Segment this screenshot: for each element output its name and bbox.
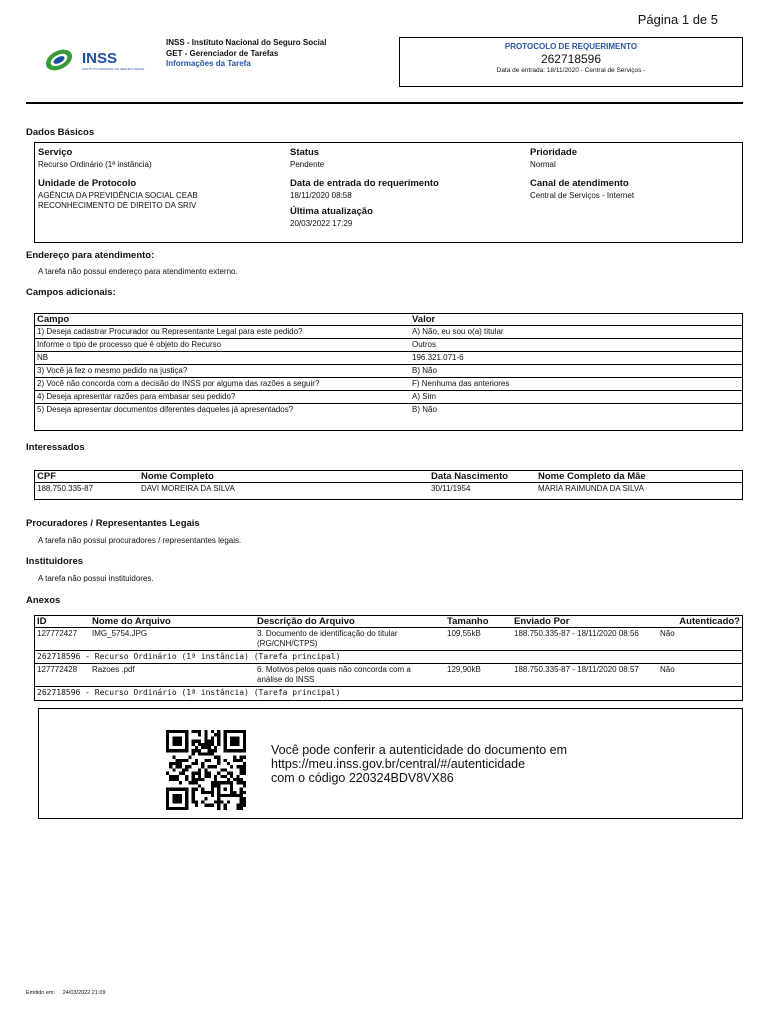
data-entrada-value: 18/11/2020 08:58 bbox=[290, 191, 352, 200]
table-row bbox=[35, 404, 742, 417]
campo-cell: 4) Deseja apresentar razões para embasar seu pedido? bbox=[35, 391, 410, 404]
valor-cell: A) Sim bbox=[410, 391, 742, 404]
unidade-value-line2: RECONHECIMENTO DE DIREITO DA SRIV bbox=[38, 201, 197, 210]
valor-cell: F) Nenhuma das anteriores bbox=[410, 378, 742, 391]
interessados-header-cpf: CPF bbox=[37, 471, 56, 482]
cpf-cell: 188.750.335-87 bbox=[35, 483, 139, 496]
interessados-header-mae: Nome Completo da Mãe bbox=[538, 471, 646, 482]
table-row bbox=[35, 378, 742, 391]
table-row bbox=[35, 326, 742, 339]
servico-label: Serviço bbox=[38, 147, 73, 158]
section-title-endereco: Endereço para atendimento: bbox=[26, 250, 155, 261]
campo-cell: NB bbox=[35, 352, 410, 365]
status-value: Pendente bbox=[290, 160, 325, 169]
authenticity-url[interactable]: https://meu.inss.gov.br/central/#/autenticidade bbox=[271, 757, 526, 771]
anexos-header-descricao: Descrição do Arquivo bbox=[257, 616, 355, 627]
section-title-procuradores: Procuradores / Representantes Legais bbox=[26, 518, 200, 529]
table-row bbox=[35, 651, 742, 664]
unidade-label: Unidade de Protocolo bbox=[38, 178, 137, 189]
anexos-table-box bbox=[34, 615, 743, 701]
qr-code-icon[interactable] bbox=[166, 730, 246, 810]
endereco-note: A tarefa não possui endereço para atendimento externo. bbox=[38, 267, 238, 276]
interessados-table-box bbox=[34, 470, 743, 500]
canal-label: Canal de atendimento bbox=[530, 178, 629, 189]
protocol-title: PROTOCOLO DE REQUERIMENTO bbox=[504, 42, 638, 51]
anexos-header-autenticado: Autenticado? bbox=[679, 616, 740, 627]
anexos-header-enviado: Enviado Por bbox=[514, 616, 570, 627]
prioridade-value: Normal bbox=[530, 160, 556, 169]
system-name: GET - Gerenciador de Tarefas bbox=[166, 48, 279, 58]
anexo-desc-line1: 6. Motivos pelos quais não concorda com a bbox=[257, 665, 411, 674]
inss-logo bbox=[42, 43, 162, 77]
page-number: Página 1 de 5 bbox=[637, 12, 718, 27]
table-row bbox=[35, 391, 742, 404]
interessados-header-nascimento: Data Nascimento bbox=[431, 471, 509, 482]
anexo-size-cell: 129,90kB bbox=[445, 664, 512, 687]
protocol-box bbox=[399, 37, 743, 87]
anexo-file-link[interactable]: Razoes .pdf bbox=[90, 664, 255, 687]
prioridade-label: Prioridade bbox=[530, 147, 577, 158]
section-title-anexos: Anexos bbox=[26, 595, 61, 606]
anexo-task-cell: 262718596 - Recurso Ordinário (1ª instância) (Tarefa principal) bbox=[35, 651, 742, 664]
protocol-number: 262718596 bbox=[540, 52, 602, 66]
org-info bbox=[166, 38, 326, 70]
interessados-table bbox=[35, 471, 742, 495]
anexo-sent-cell: 188.750.335-87 - 18/11/2020 08:56 bbox=[512, 628, 658, 651]
section-title-campos: Campos adicionais: bbox=[26, 287, 116, 298]
campo-cell: 3) Você já fez o mesmo pedido na justiça? bbox=[35, 365, 410, 378]
valor-cell: B) Não bbox=[410, 404, 742, 417]
org-name: INSS - Instituto Nacional do Seguro Social bbox=[166, 38, 327, 47]
anexos-header-nome: Nome do Arquivo bbox=[92, 616, 171, 627]
emitted-footer bbox=[26, 990, 106, 996]
anexo-id-cell: 127772427 bbox=[35, 628, 90, 651]
section-title-interessados: Interessados bbox=[26, 442, 85, 453]
valor-cell: 196.321.071-6 bbox=[410, 352, 742, 365]
section-title-dados-basicos: Dados Básicos bbox=[26, 127, 95, 138]
interessados-header-nome: Nome Completo bbox=[141, 471, 214, 482]
campos-header-campo: Campo bbox=[37, 314, 70, 325]
instituidores-note: A tarefa não possui instituidores. bbox=[38, 574, 154, 583]
svg-text:INSS: INSS bbox=[82, 50, 118, 67]
anexos-table bbox=[35, 616, 742, 699]
svg-text:INSTITUTO NACIONAL DO SEGURO S: INSTITUTO NACIONAL DO SEGURO SOCIAL bbox=[82, 67, 145, 71]
anexo-desc-line2: (RG/CNH/CTPS) bbox=[257, 639, 318, 648]
nascimento-cell: 30/11/1954 bbox=[429, 483, 536, 496]
table-row bbox=[35, 365, 742, 378]
canal-value: Central de Serviços - Internet bbox=[530, 191, 635, 200]
nome-cell: DAVI MOREIRA DA SILVA bbox=[139, 483, 429, 496]
section-title-instituidores: Instituidores bbox=[26, 556, 84, 567]
anexo-id-cell: 127772428 bbox=[35, 664, 90, 687]
anexo-sent-cell: 188.750.335-87 - 18/11/2020 08:57 bbox=[512, 664, 658, 687]
unidade-value-line1: AGÊNCIA DA PREVIDÊNCIA SOCIAL CEAB bbox=[38, 191, 198, 200]
inss-logo-icon bbox=[42, 43, 162, 77]
ultima-atualizacao-label: Última atualização bbox=[290, 206, 373, 217]
doc-type: Informações da Tarefa bbox=[166, 59, 251, 68]
anexos-header-tamanho: Tamanho bbox=[447, 616, 489, 627]
valor-cell: Outros bbox=[410, 339, 742, 352]
anexo-desc-line2: análise do INSS bbox=[257, 675, 315, 684]
unidade-value bbox=[38, 191, 198, 211]
emitted-value: 24/03/2022 21:09 bbox=[62, 990, 106, 996]
ultima-atualizacao-value: 20/03/2022 17:29 bbox=[290, 219, 353, 228]
table-row bbox=[35, 339, 742, 352]
data-entrada-label: Data de entrada do requerimento bbox=[290, 178, 439, 189]
table-row bbox=[35, 664, 742, 687]
anexo-desc-line1: 3. Documento de identificação do titular bbox=[257, 629, 398, 638]
qr-code-graphic bbox=[166, 730, 246, 810]
status-label: Status bbox=[290, 147, 320, 158]
mae-cell: MARIA RAIMUNDA DA SILVA bbox=[536, 483, 742, 496]
campo-cell: 5) Deseja apresentar documentos diferentes daqueles já apresentados? bbox=[35, 404, 410, 417]
campos-table bbox=[35, 314, 742, 416]
table-row bbox=[35, 687, 742, 700]
dados-basicos-box bbox=[34, 142, 743, 243]
anexo-desc-cell bbox=[255, 628, 445, 651]
protocol-entry-date: Data de entrada: 18/11/2020 - Central de Serviços - bbox=[496, 67, 646, 74]
table-row bbox=[35, 628, 742, 651]
anexo-auth-cell: Não bbox=[658, 664, 742, 687]
anexo-size-cell: 109,55kB bbox=[445, 628, 512, 651]
anexos-header-id: ID bbox=[37, 616, 47, 627]
procuradores-note: A tarefa não possui procuradores / representantes legais. bbox=[38, 536, 242, 545]
anexo-file-link[interactable]: IMG_5754.JPG bbox=[90, 628, 255, 651]
campos-table-box bbox=[34, 313, 743, 431]
campo-cell: 1) Deseja cadastrar Procurador ou Representante Legal para este pedido? bbox=[35, 326, 410, 339]
valor-cell: A) Não, eu sou o(a) titular bbox=[410, 326, 742, 339]
anexo-task-cell: 262718596 - Recurso Ordinário (1ª instância) (Tarefa principal) bbox=[35, 687, 742, 700]
servico-value: Recurso Ordinário (1ª instância) bbox=[38, 160, 152, 169]
authenticity-text bbox=[271, 743, 567, 785]
campo-cell: 2) Você não concorda com a decisão do INSS por alguma das razões a seguir? bbox=[35, 378, 410, 391]
anexo-desc-cell bbox=[255, 664, 445, 687]
campos-header-valor: Valor bbox=[412, 314, 436, 325]
valor-cell: B) Não bbox=[410, 365, 742, 378]
table-row bbox=[35, 483, 742, 496]
emitted-label: Emitido em: bbox=[26, 990, 56, 996]
authenticity-code: com o código 220324BDV8VX86 bbox=[271, 771, 454, 785]
campo-cell: Informe o tipo de processo que é objeto do Recurso bbox=[35, 339, 410, 352]
header-divider bbox=[26, 102, 743, 104]
authenticity-line1: Você pode conferir a autenticidade do documento em bbox=[271, 743, 568, 757]
anexo-auth-cell: Não bbox=[658, 628, 742, 651]
table-row bbox=[35, 352, 742, 365]
